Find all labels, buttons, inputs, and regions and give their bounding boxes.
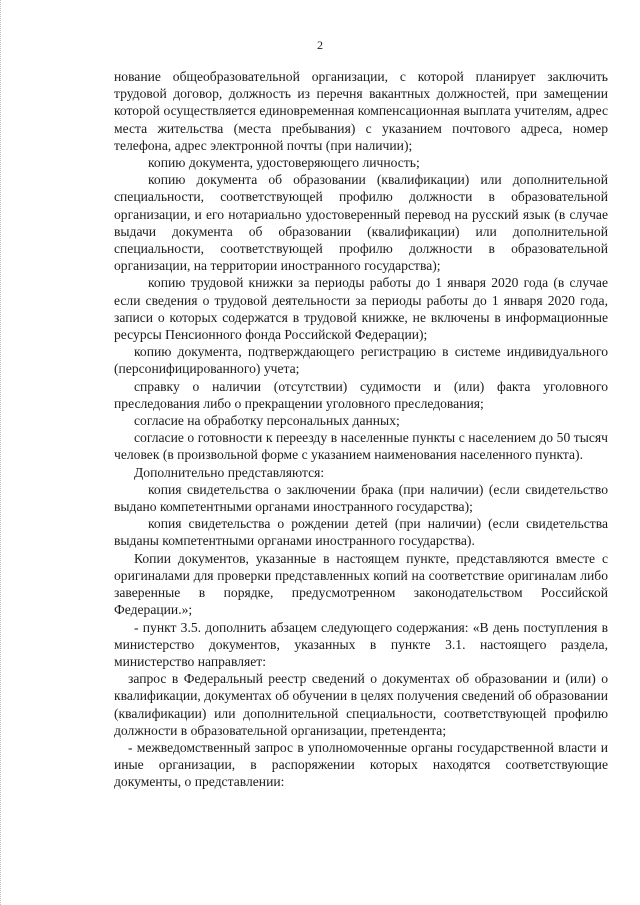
paragraph: копию документа об образовании (квалификации) или дополнительной специальности, соответствующей профилю должности в образовательной организации, и его нотариально удостоверенный перевод на русский язык (в случае выдачи документа об образовании (квалификации) или дополнительной специальности, соответствующей профилю должности в образовательной организации, на территории иностранного государства); <box>114 172 608 274</box>
paragraph: справку о наличии (отсутствии) судимости и (или) факта уголовного преследования либо о прекращении уголовного преследования; <box>114 378 608 411</box>
paragraph: согласие на обработку персональных данных; <box>134 413 400 429</box>
paragraph: нование общеобразовательной организации, с которой планирует заключить трудовой договор, должность из перечня вакантных должностей, при замещении которой осуществляется единовременная компенсационная выплата учителям, адрес места жительства (места пребывания) с указанием почтового адреса, номер телефона, адрес электронной почты (при наличии); <box>114 69 608 153</box>
page-number: 2 <box>317 38 323 52</box>
paragraph: копию документа, подтверждающего регистрацию в системе индивидуального (персонифицированного) учета; <box>114 344 608 377</box>
paragraph: запрос в Федеральный реестр сведений о документах об образовании и (или) о квалификации, документах об обучении в целях получения сведений об образовании (квалификации) или дополнительной специальности, соответствующей профилю должности в образовательной организации, претендента; <box>114 671 608 738</box>
paragraph: Копии документов, указанные в настоящем пункте, представляются вместе с оригиналами для проверки представленных копий на соответствие оригиналам либо заверенные в порядке, предусмотренном законодательством Российской Федерации.»; <box>114 550 608 618</box>
paragraph: копию документа, удостоверяющего личность; <box>148 155 420 171</box>
paragraph: - межведомственный запрос в уполномоченные органы государственной власти и иные организации, в распоряжении которых находятся соответствующие документы, о представлении: <box>114 739 608 790</box>
paragraph: копия свидетельства о рождении детей (при наличии) (если свидетельства выданы компетентными органами иностранного государства). <box>114 516 608 549</box>
paragraph: - пункт 3.5. дополнить абзацем следующего содержания: «В день поступления в министерство документов, указанных в пункте 3.1. настоящего раздела, министерство направляет: <box>114 619 608 669</box>
paragraph: Дополнительно представляются: <box>134 464 325 480</box>
page-edge <box>0 0 3 905</box>
paragraph: согласие о готовности к переезду в населенные пункты с населением до 50 тысяч человек (в произвольной форме с указанием наименования населенного пункта). <box>114 430 608 463</box>
document-body <box>114 68 608 791</box>
paragraph: копию трудовой книжки за периоды работы до 1 января 2020 года (в случае если сведения о трудовой деятельности за периоды работы до 1 января 2020 года, записи о которых содержатся в трудовой книжке, не включены в информационные ресурсы Пенсионного фонда Российской Федерации); <box>114 275 608 343</box>
paragraph: копия свидетельства о заключении брака (при наличии) (если свидетельство выдано компетентными органами иностранного государства); <box>114 481 608 515</box>
